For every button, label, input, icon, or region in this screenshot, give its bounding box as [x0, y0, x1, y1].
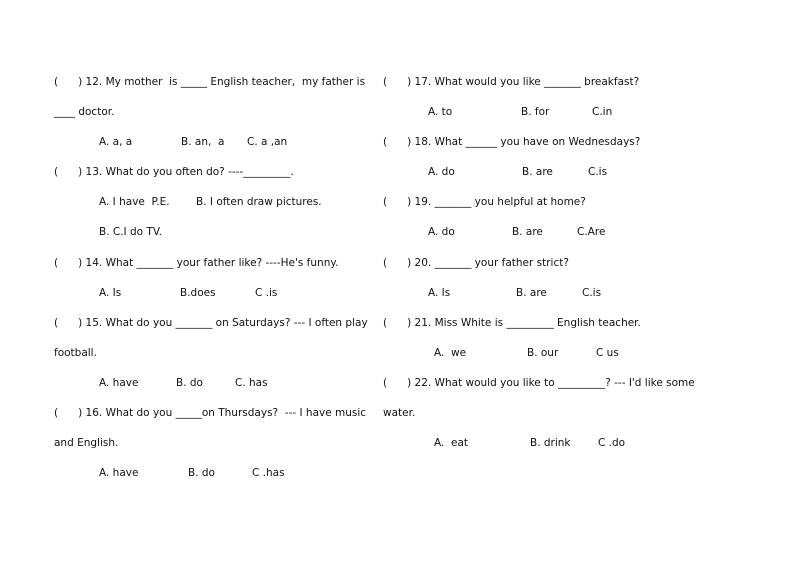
q17-option-c: C.in [592, 106, 613, 118]
q15-option-a: A. have [99, 377, 139, 389]
q13-option-b: B. I often draw pictures. [196, 196, 322, 208]
q15-option-c: C. has [235, 377, 268, 389]
question-16-continuation: and English. [54, 437, 119, 449]
q16-option-c: C .has [252, 467, 285, 479]
q17-option-b: B. for [521, 106, 550, 118]
question-13-text: ( ) 13. What do you often do? ----_________. [54, 166, 294, 178]
question-16-text: ( ) 16. What do you _____on Thursdays? --- I have music [54, 407, 367, 419]
q18-option-c: C.is [588, 166, 608, 178]
q18-option-a: A. do [428, 166, 455, 178]
q17-option-a: A. to [428, 106, 453, 118]
question-22-text: ( ) 22. What would you like to _________? --- I'd like some [383, 377, 695, 389]
question-21-text: ( ) 21. Miss White is _________ English teacher. [383, 317, 641, 329]
q21-option-c: C us [596, 347, 619, 359]
q14-option-a: A. Is [99, 287, 122, 299]
q19-option-c: C.Are [577, 226, 606, 238]
question-12-continuation: ____ doctor. [54, 106, 115, 118]
q12-option-a: A. a, a [99, 136, 133, 148]
question-18-text: ( ) 18. What ______ you have on Wednesdays? [383, 136, 641, 148]
q20-option-b: B. are [516, 287, 547, 299]
q22-option-c: C .do [598, 437, 626, 449]
q22-option-b: B. drink [530, 437, 571, 449]
q16-option-a: A. have [99, 467, 139, 479]
question-12-text: ( ) 12. My mother is _____ English teacher, my father is [54, 76, 366, 88]
q22-option-a: A. eat [434, 437, 469, 449]
q19-option-a: A. do [428, 226, 455, 238]
q13-option-c: B. C.I do TV. [99, 226, 162, 238]
question-14-text: ( ) 14. What _______ your father like? ----He's funny. [54, 257, 339, 269]
q14-option-b: B.does [180, 287, 216, 299]
q14-option-c: C .is [255, 287, 278, 299]
q13-option-a: A. I have P.E. [99, 196, 170, 208]
question-22-continuation: water. [383, 407, 416, 419]
q15-option-b: B. do [176, 377, 203, 389]
q19-option-b: B. are [512, 226, 543, 238]
q12-option-b: B. an, a [181, 136, 225, 148]
question-20-text: ( ) 20. _______ your father strict? [383, 257, 569, 269]
question-15-text: ( ) 15. What do you _______ on Saturdays? --- I often play [54, 317, 368, 329]
question-15-continuation: football. [54, 347, 97, 359]
q16-option-b: B. do [188, 467, 215, 479]
question-19-text: ( ) 19. _______ you helpful at home? [383, 196, 586, 208]
q21-option-b: B. our [527, 347, 559, 359]
q12-option-c: C. a ,an [247, 136, 288, 148]
question-17-text: ( ) 17. What would you like _______ breakfast? [383, 76, 640, 88]
q21-option-a: A. we [434, 347, 467, 359]
q20-option-a: A. Is [428, 287, 451, 299]
q20-option-c: C.is [582, 287, 602, 299]
q18-option-b: B. are [522, 166, 553, 178]
